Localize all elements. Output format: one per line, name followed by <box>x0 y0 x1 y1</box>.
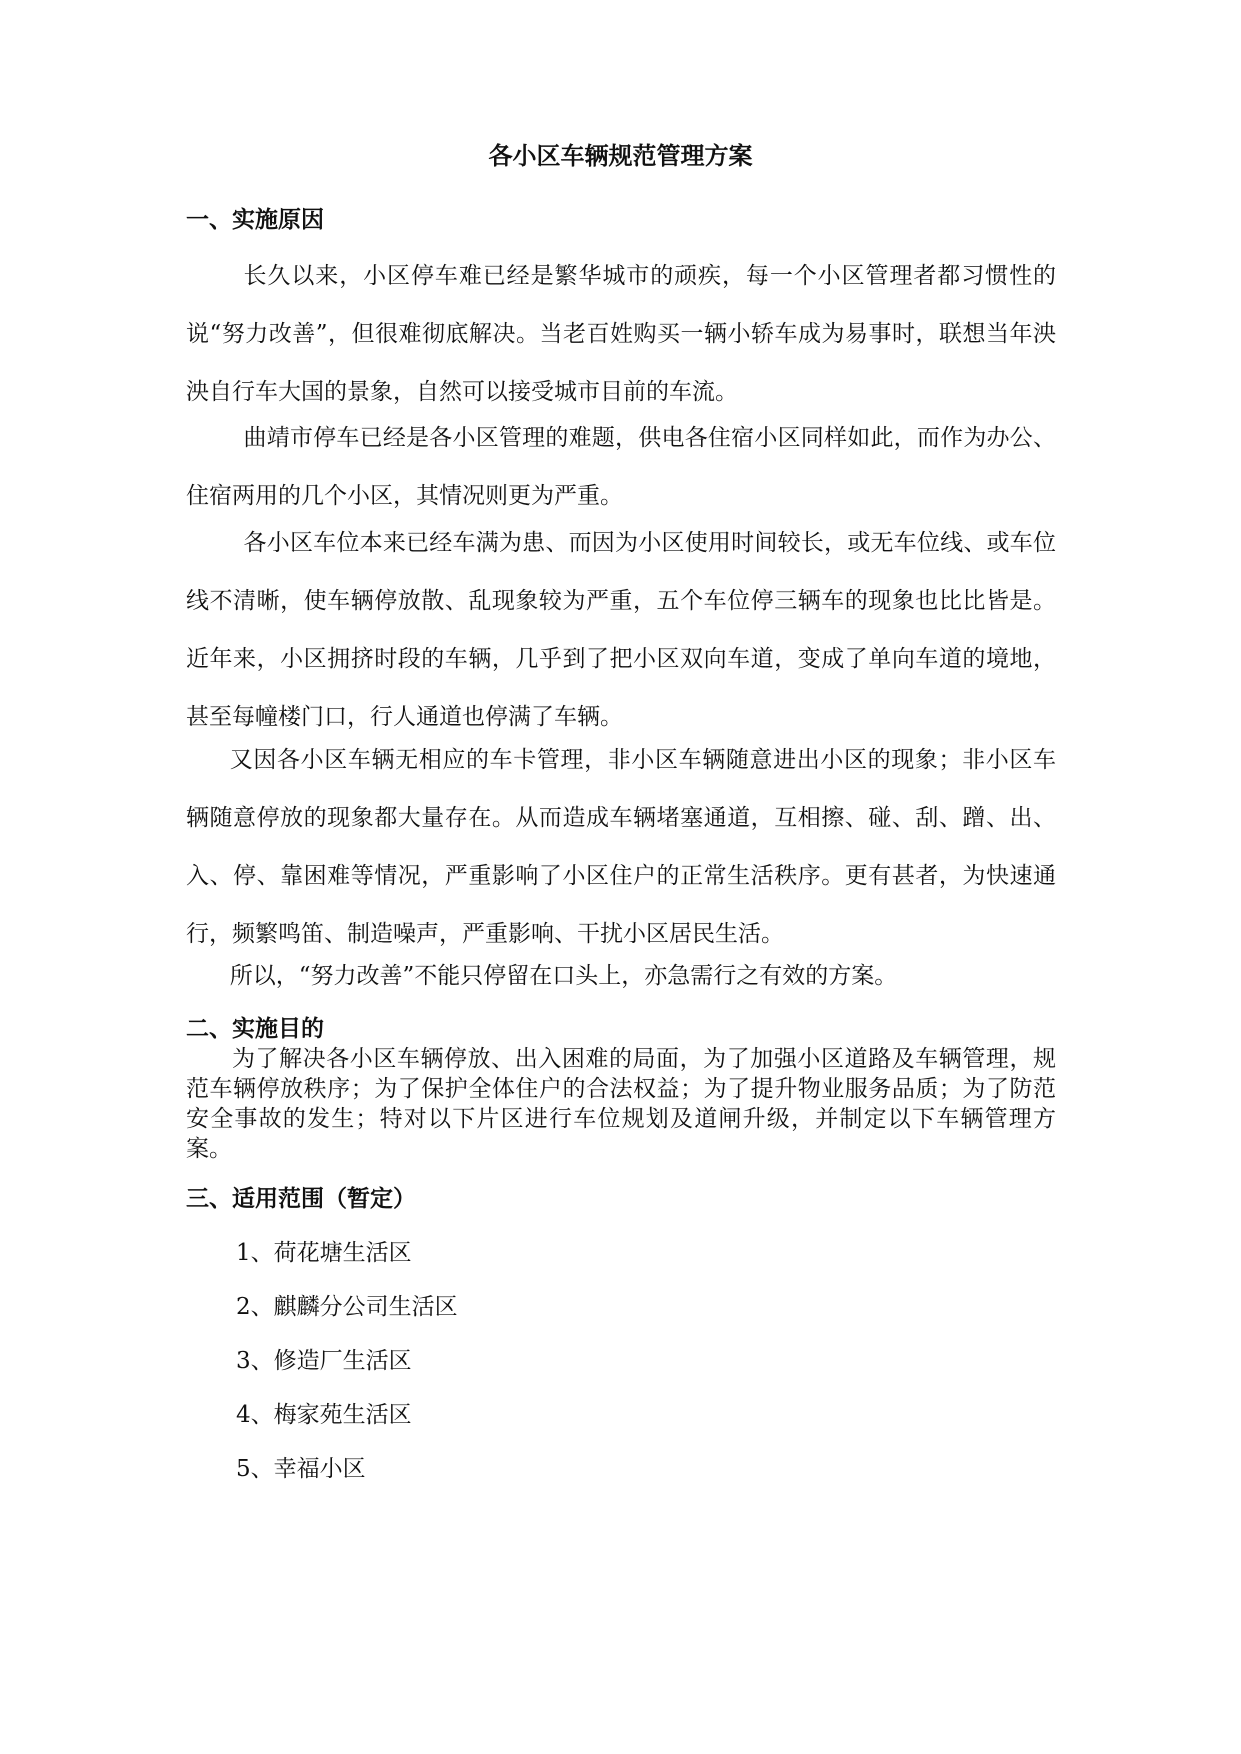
scope-list-item: 5、幸福小区 <box>236 1456 366 1482</box>
document-title: 各小区车辆规范管理方案 <box>488 141 753 170</box>
scope-list-item: 3、修造厂生活区 <box>236 1348 412 1374</box>
paragraph-reasons-1: 长久以来，小区停车难已经是繁华城市的顽疾，每一个小区管理者都习惯性的说“努力改善”，但很难彻底解决。当老百姓购买一辆小轿车成为易事时，联想当年泱泱自行车大国的景象，自然可以接受城市目前的车流。 <box>186 263 1056 405</box>
scope-list-item: 1、荷花塘生活区 <box>236 1240 412 1266</box>
section-heading-scope: 三、适用范围（暂定） <box>186 1185 416 1212</box>
paragraph-purpose: 为了解决各小区车辆停放、出入困难的局面，为了加强小区道路及车辆管理，规范车辆停放秩序；为了保护全体住户的合法权益；为了提升物业服务品质；为了防范安全事故的发生；特对以下片区进行车位规划及道闸升级，并制定以下车辆管理方案。 <box>186 1046 1056 1162</box>
paragraph-reasons-2: 曲靖市停车已经是各小区管理的难题，供电各住宿小区同样如此，而作为办公、住宿两用的几个小区，其情况则更为严重。 <box>186 425 1056 509</box>
scope-list-item: 4、梅家苑生活区 <box>236 1402 412 1428</box>
scope-list-item: 2、麒麟分公司生活区 <box>236 1294 458 1320</box>
paragraph-reasons-5: 所以，“努力改善”不能只停留在口头上，亦急需行之有效的方案。 <box>229 963 898 989</box>
paragraph-reasons-4: 又因各小区车辆无相应的车卡管理，非小区车辆随意进出小区的现象；非小区车辆随意停放的现象都大量存在。从而造成车辆堵塞通道，互相擦、碰、刮、蹭、出、入、停、靠困难等情况，严重影响了小区住户的正常生活秩序。更有甚者，为快速通行，频繁鸣笛、制造噪声，严重影响、干扰小区居民生活。 <box>186 747 1056 947</box>
section-heading-reasons: 一、实施原因 <box>186 206 324 233</box>
section-heading-purpose: 二、实施目的 <box>186 1015 324 1042</box>
paragraph-reasons-3: 各小区车位本来已经车满为患、而因为小区使用时间较长，或无车位线、或车位线不清晰，使车辆停放散、乱现象较为严重，五个车位停三辆车的现象也比比皆是。近年来，小区拥挤时段的车辆，几乎到了把小区双向车道，变成了单向车道的境地，甚至每幢楼门口，行人通道也停满了车辆。 <box>186 530 1056 730</box>
